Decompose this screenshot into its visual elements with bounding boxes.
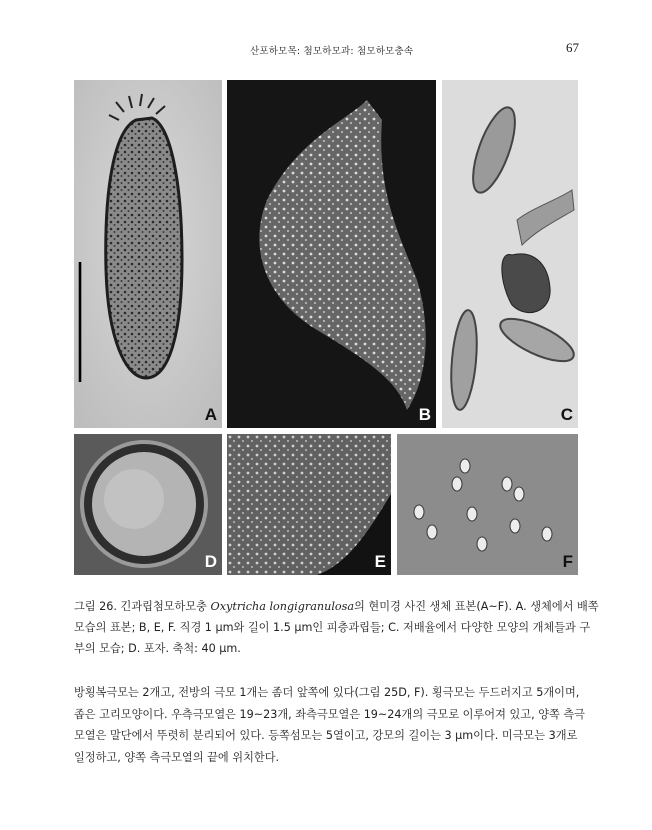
panel-label-f: F xyxy=(562,552,573,571)
caption-line: 부의 모습; D. 포자. 축척: 40 μm. xyxy=(74,642,241,655)
panel-label-a: A xyxy=(204,405,217,424)
figure-panel-b xyxy=(227,80,436,428)
body-line: 일정하고, 양쪽 측극모열의 끝에 위치한다. xyxy=(74,750,280,764)
body-paragraph xyxy=(74,682,585,768)
panel-label-d: D xyxy=(204,552,217,571)
figure-caption xyxy=(74,596,599,659)
running-head: 산포하모목: 첨모하모과: 첨모하모충속 xyxy=(250,46,414,57)
body-line: 좁은 고리모양이다. 우측극모열은 19~23개, 좌측극모열은 19~24개의 극모로 이루어져 있고, 양쪽 측극 xyxy=(74,707,585,721)
body-line: 방횡복극모는 2개고, 전방의 극모 1개는 좀더 앞쪽에 있다(그림 25D, F). 횡극모는 두드러지고 5개이며, xyxy=(74,686,580,699)
granules-detail-image xyxy=(227,434,391,575)
granules-closeup-image xyxy=(397,434,578,575)
ciliate-ventral-view-image xyxy=(74,80,222,428)
granules-darkfield-image xyxy=(227,80,436,428)
body-line: 모열은 말단에서 뚜렷히 분리되어 있다. 등쪽섬모는 5열이고, 강모의 길이는 3 μm이다. 미극모는 3개로 xyxy=(74,729,578,742)
figure-panel-a xyxy=(74,80,222,428)
figure-panel-c xyxy=(442,80,578,428)
panel-label-c: C xyxy=(560,405,573,424)
low-magnification-individuals-image xyxy=(442,80,578,428)
caption-line: 모습의 표본; B, E, F. 직경 1 μm와 길이 1.5 μm인 피층과립들; C. 저배율에서 다양한 모양의 개체들과 구 xyxy=(74,621,591,634)
page-number: 67 xyxy=(566,40,579,55)
panel-label-e: E xyxy=(374,552,386,571)
figure-panel-f xyxy=(397,434,578,575)
caption-line: 그림 26. 긴과립첨모하모충 Oxytricha longigranulosa의 현미경 사진 생체 표본(A~F). A. 생체에서 배쪽 xyxy=(74,600,599,613)
panel-label-b: B xyxy=(418,405,431,424)
figure-panel-d xyxy=(74,434,222,575)
figure-panel-e xyxy=(227,434,391,575)
cyst-image xyxy=(74,434,222,575)
